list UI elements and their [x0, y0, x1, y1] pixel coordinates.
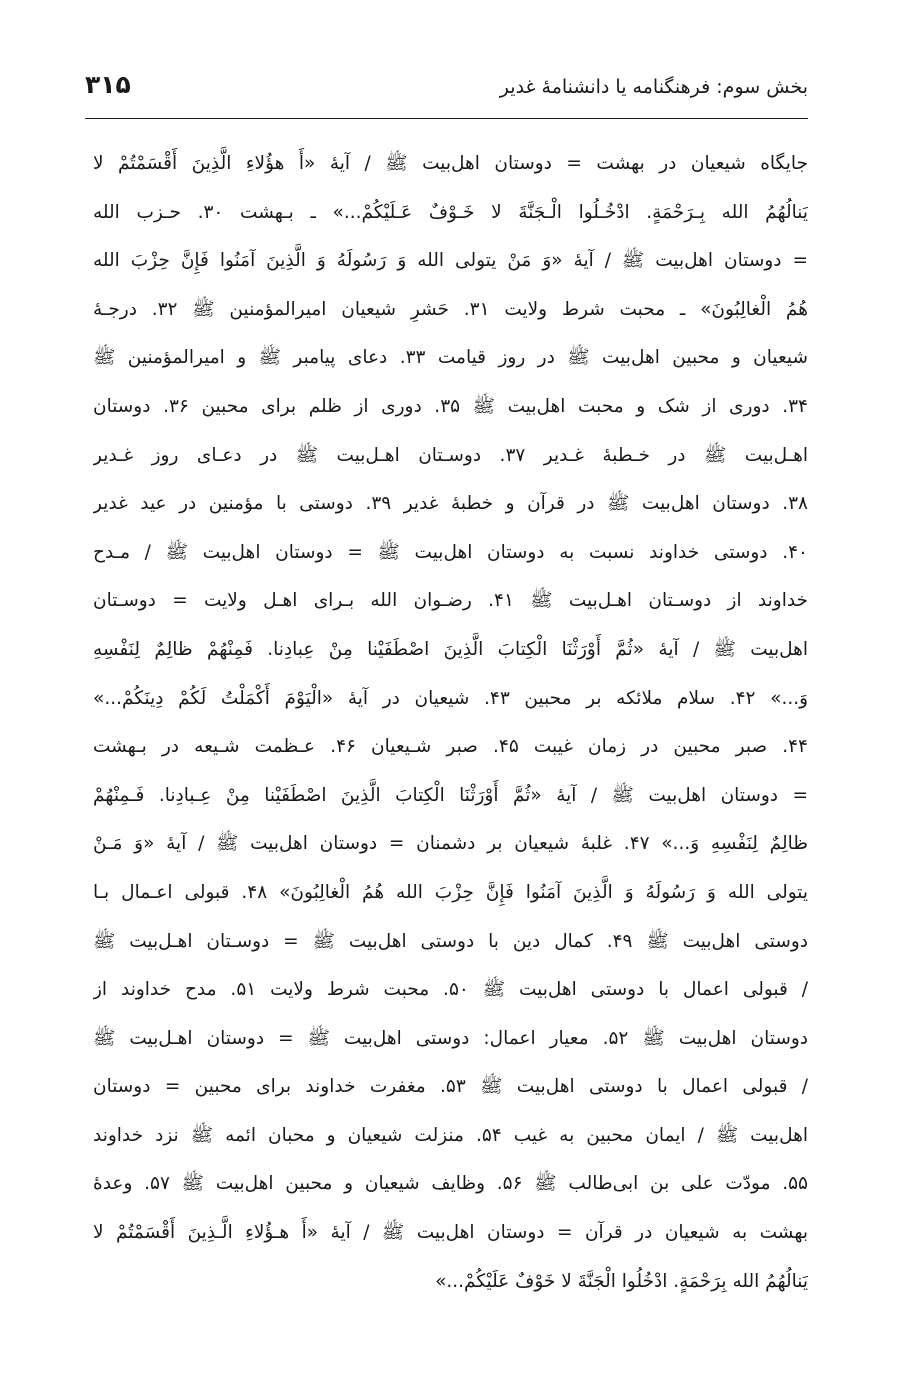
text-line: دوستی اهل‌بیت ﷺ ۴۹. کمال دین با دوستی اهل‌بیت ﷺ = دوسـتان اهـل‌بیت ﷺ: [93, 930, 808, 952]
text-line: یَنالُهُمُ الله بِرَحْمَةٍ. ادْخُلُوا الْجَنَّةَ لا خَوْفٌ عَلَیْکُمْ...»: [435, 1270, 808, 1292]
text-line: ظالِمٌ لِنَفْسِهِ وَ...» ۴۷. غلبهٔ شیعیان بر دشمنان = دوستان اهل‌بیت ﷺ / آیهٔ «وَ مَـنْ: [93, 833, 808, 855]
body-text: [93, 140, 808, 1306]
page-number: ۳۱۵: [85, 70, 131, 99]
text-line: = دوستان اهل‌بیت ﷺ / آیهٔ «ثُمَّ أَوْرَثْنَا الْکِتابَ الَّذِینَ اصْطَفَیْنا مِنْ عِـبادِنا. فَـمِنْهُمْ: [93, 784, 808, 806]
text-line: ۴۰. دوستی خداوند نسبت به دوستان اهل‌بیت ﷺ = دوستان اهل‌بیت ﷺ / مـدح: [93, 541, 808, 563]
text-line: شیعیان و محبین اهل‌بیت ﷺ در روز قیامت ۳۳. دعای پیامبر ﷺ و امیرالمؤمنین ﷺ: [93, 347, 808, 369]
text-line: دوستان اهل‌بیت ﷺ ۵۲. معیار اعمال: دوستی اهل‌بیت ﷺ = دوستان اهـل‌بیت ﷺ: [93, 1027, 808, 1049]
text-line: ۳۴. دوری از شک و محبت اهل‌بیت ﷺ ۳۵. دوری از ظلم برای محبین ۳۶. دوستان: [93, 395, 808, 417]
text-line: بهشت به شیعیان در قرآن = دوستان اهل‌بیت ﷺ / آیهٔ «أَ هـؤُلاءِ الَّـذِینَ أَقْسَمْتُمْ لا: [93, 1222, 808, 1244]
text-line: هُمُ الْغالِبُونَ» ـ محبت شرط ولایت ۳۱. حَشرِ شیعیان امیرالمؤمنین ﷺ ۳۲. درجـهٔ: [93, 298, 808, 320]
text-line: = دوستان اهل‌بیت ﷺ / آیهٔ «وَ مَنْ یتولی الله وَ رَسُولَهُ وَ الَّذِینَ آمَنُوا فَإِنَّ حِزْبَ الله: [93, 250, 808, 272]
text-line: / قبولی اعمال با دوستی اهل‌بیت ﷺ ۵۰. محبت شرط ولایت ۵۱. مدح خداوند از: [93, 979, 808, 1001]
header-rule: [85, 118, 808, 119]
text-line: وَ...» ۴۲. سلام ملائکه بر محبین ۴۳. شیعیان در آیهٔ «الْیَوْمَ أَکْمَلْتُ لَکُمْ دِینَکُمْ...»: [93, 687, 808, 709]
text-line: یَنالُهُمُ الله بِـرَحْمَةٍ. ادْخُـلُوا الْـجَنَّةَ لا خَـوْفٌ عَـلَیْکُمْ...» ـ بـهشت ۳۰. حـزب الله: [93, 201, 808, 223]
text-line: جایگاه شیعیان در بهشت = دوستان اهل‌بیت ﷺ / آیهٔ «أَ هؤُلاءِ الَّذِینَ أَقْسَمْتُمْ لا: [93, 153, 808, 174]
section-title: بخش سوم: فرهنگنامه یا دانشنامهٔ غدیر: [499, 76, 808, 98]
text-line: اهل‌بیت ﷺ / ایمان محبین به غیب ۵۴. منزلت شیعیان و محبان ائمه ﷺ نزد خداوند: [93, 1124, 808, 1146]
text-line: ۴۴. صبر محبین در زمان غیبت ۴۵. صبر شـیعیان ۴۶. عـظمت شـیعه در بـهشت: [93, 736, 808, 758]
running-header: [85, 66, 808, 116]
text-line: خداوند از دوسـتان اهـل‌بیت ﷺ ۴۱. رضـوان الله بـرای اهـل ولایت = دوسـتان: [93, 590, 808, 612]
text-line: ۵۵. مودّت علی بن ابی‌طالب ﷺ ۵۶. وظایف شیعیان و محبین اهل‌بیت ﷺ ۵۷. وعدهٔ: [93, 1173, 808, 1195]
text-line: ۳۸. دوستان اهل‌بیت ﷺ در قرآن و خطبهٔ غدیر ۳۹. دوستی با مؤمنین در عید غدیر: [93, 493, 808, 515]
text-line: اهـل‌بیت ﷺ در خـطبهٔ غـدیر ۳۷. دوسـتان اهـل‌بیت ﷺ در دعـای روز غـدیر: [93, 444, 808, 466]
text-line: اهل‌بیت ﷺ / آیهٔ «ثُمَّ أَوْرَثْنَا الْکِتابَ الَّذِینَ اصْطَفَیْنا مِنْ عِبادِنا. فَمِنْهُمْ ظالِمٌ لِنَفْسِهِ: [93, 638, 808, 660]
text-line: / قبولی اعمال با دوستی اهل‌بیت ﷺ ۵۳. مغفرت خداوند برای محبین = دوستان: [93, 1076, 808, 1098]
text-line: یتولی الله وَ رَسُولَهُ وَ الَّذِینَ آمَنُوا فَإِنَّ حِزْبَ الله هُمُ الْغالِبُونَ» ۴۸. قبولی اعـمال بـا: [93, 881, 808, 903]
